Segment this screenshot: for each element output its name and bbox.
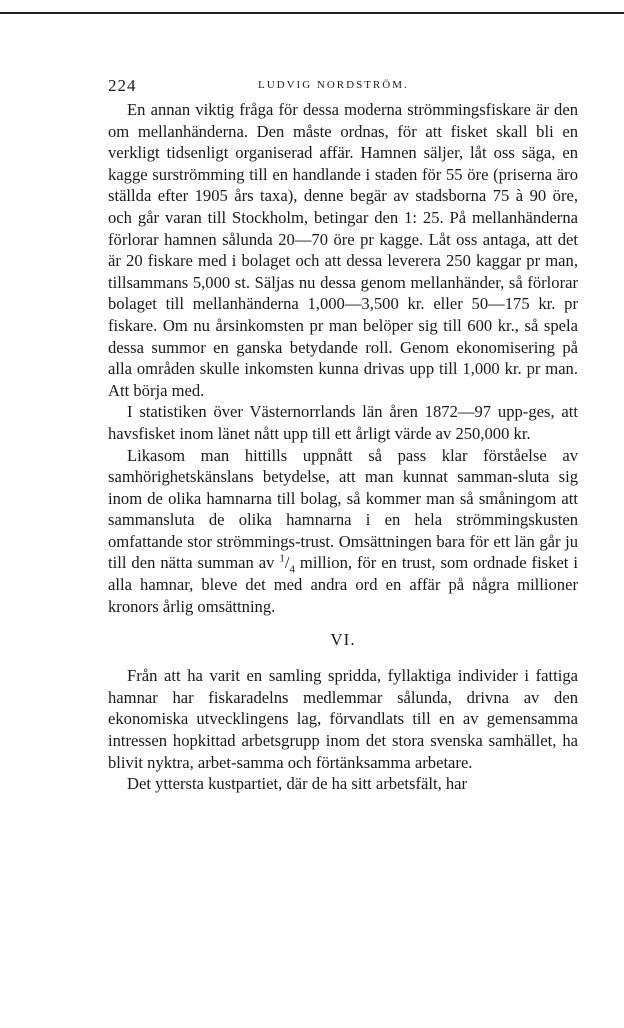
paragraph-trust-text-before: Likasom man hittills uppnått så pass klar förståelse av samhörighetskänslans betydelse, att man kunnat samman-sluta sig inom de olika hamnarna till bolag, så kommer man så småningom att sammansluta de olika hamnarna i en hela strömmingskusten omfattande stor strömmings-trust. Omsättningen bara för ett län går ju till den nätta summan av: [108, 445, 578, 573]
fraction-numerator: 1: [279, 552, 285, 565]
paragraph-fiskaradeln: Från att ha varit en samling spridda, fyllaktiga individer i fattiga hamnar har fiskaradelns medlemmar sålunda, drivna av den ekonomiska utvecklingens lag, förvandlats till en av gemensamma intressen hopkittad arbetsgrupp inom det stora svenska samhället, ha blivit nyktra, arbet-samma och förtänksamma arbetare.: [108, 666, 578, 772]
paragraph-kustpartiet: Det yttersta kustpartiet, där de ha sitt arbetsfält, har: [127, 774, 468, 794]
running-head: LUDVIG NORDSTRÖM.: [258, 79, 409, 91]
page-number: 224: [108, 76, 137, 95]
paragraph-statistik: I statistiken över Västernorrlands län åren 1872—97 upp-ges, att havsfisket inom länet nått upp till ett årligt värde av 250,000 kr.: [108, 402, 578, 443]
paragraph-trust: Likasom man hittills uppnått så pass klar förståelse av samhörighetskänslans betydelse, att man kunnat samman-sluta sig inom de olika hamnarna till bolag, så kommer man så småningom att sammansluta de olika hamnarna i en hela strömmingskusten omfattande stor strömmings-trust. Omsättningen bara för ett län går ju till den nätta summan av $^1/_4$ million, för en trust, som ordnade fisket i alla hamnar, bleve det med andra ord en affär på några millioner kronors årlig omsättning.: [108, 445, 578, 616]
paragraph-trust-text-after: million, för en trust, som ordnade fisket i alla hamnar, bleve det med andra ord en affär på några millioner kronors årlig omsättning.: [108, 553, 578, 616]
page-top-rule: [0, 12, 624, 14]
fraction-denominator: 4: [289, 563, 295, 576]
section-heading: VI.: [330, 630, 356, 650]
paragraph-mellanhanderna: En annan viktig fråga för dessa moderna strömmingsfiskare är den om mellanhänderna. Den måste ordnas, för att fisket skall bli en verkligt tidsenligt organiserad affär. Hamnen säljer, låt oss säga, en kagge surströmming till en handlande i staden för 55 öre (priserna äro ställda efter 1905 års taxa), denne begär av stadsborna 75 à 90 öre, och går varan till Stockholm, betingar den 1: 25. På mellanhänderna förlorar hamnen sålunda 20—70 öre pr kagge. Låt oss antaga, att det är 20 fiskare med i bolaget och att dessa leverera 250 kaggar pr man, tillsammans 5,000 st. Säljas nu dessa genom mellanhänder, så förlorar bolaget till mellanhänderna 1,000—3,500 kr. eller 50—175 kr. pr fiskare. Om nu årsinkomsten pr man belöper sig till 600 kr., så spela dessa summor en ganska betydande roll. Genom ekonomisering på alla områden skulle inkomsten kunna drivas upp till 1,000 kr. pr man. Att börja med.: [108, 100, 578, 400]
body-text: [108, 99, 578, 795]
page-header: [108, 76, 578, 98]
